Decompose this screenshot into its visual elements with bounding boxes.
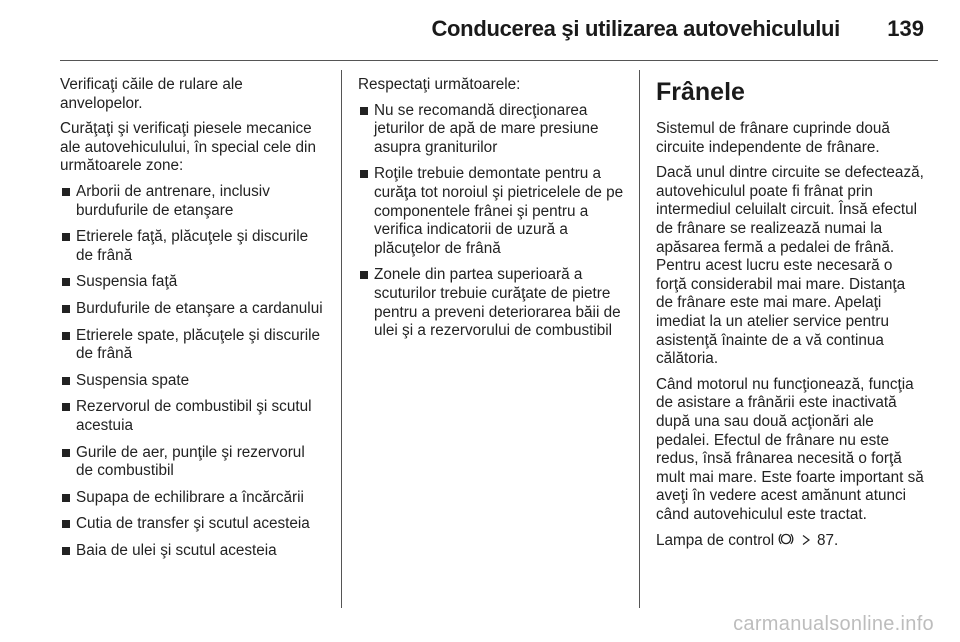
paragraph-brake-system: Sistemul de frânare cuprinde două circuite independente de frânare. <box>656 120 890 156</box>
square-bullet-icon <box>360 170 368 178</box>
column-divider-1 <box>341 70 342 608</box>
square-bullet-icon <box>62 188 70 196</box>
page-number: 139 <box>887 16 924 41</box>
list-item: Burdufurile de etanşare a cardanului <box>60 300 324 319</box>
paragraph-engine-off: Când motorul nu funcţionează, funcţia de asistare a frânării este inactivată după una sau două acţionări ale pedalei. Efectul de frânare nu este redus, însă frânarea necesită o forţă mult mai mare. Este foarte important să aveţi în vedere acest amănunt atunci când autovehiculul este tractat. <box>656 375 924 523</box>
observations-list <box>358 102 624 341</box>
square-bullet-icon <box>62 233 70 241</box>
square-bullet-icon <box>62 403 70 411</box>
paragraph-observe: Respectaţi următoarele: <box>358 76 521 93</box>
list-item: Gurile de aer, punţile şi rezervorul de combustibil <box>60 444 324 481</box>
page-reference-arrow-icon <box>801 533 811 545</box>
paragraph-tread-check: Verificaţi căile de rulare ale anvelopelor. <box>60 76 243 112</box>
column-1 <box>60 76 324 568</box>
square-bullet-icon <box>62 520 70 528</box>
square-bullet-icon <box>62 377 70 385</box>
list-item: Nu se recomandă direcţionarea jeturilor de apă de mare presiune asupra graniturilor <box>358 102 624 158</box>
paragraph-control-lamp <box>656 531 926 551</box>
paragraph-clean-parts: Curăţaţi şi verificaţi piesele mecanice ale autovehiculului, în special cele din următoarele zone: <box>60 120 316 175</box>
square-bullet-icon <box>62 449 70 457</box>
square-bullet-icon <box>62 278 70 286</box>
square-bullet-icon <box>360 271 368 279</box>
brake-warning-icon <box>778 531 794 547</box>
header-title: Conducerea şi utilizarea autovehiculului <box>431 16 840 41</box>
square-bullet-icon <box>360 107 368 115</box>
watermark: carmanualsonline.info <box>733 613 934 635</box>
list-item: Suspensia faţă <box>60 273 324 292</box>
list-item: Roţile trebuie demontate pentru a curăţa tot noroiul şi pietricelele de pe componentele frânei şi pentru a verifica indicatorii de uzură a plăcuţelor de frână <box>358 165 624 258</box>
control-lamp-label: Lampa de control <box>656 532 775 550</box>
square-bullet-icon <box>62 494 70 502</box>
paragraph-circuit-failure: Dacă unul dintre circuite se defectează, autovehiculul poate fi frânat prin intermediul celuilalt circuit. Însă efectul de frânare se realizează numai la apăsarea fermă a pedalei de frână. Pentru acest lucru este necesară o forţă considerabil mai mare. Distanţa de frânare este mai mare. Apelaţi imediat la un atelier service pentru asistenţă înainte de a vă continua călătoria. <box>656 164 924 368</box>
list-item: Rezervorul de combustibil şi scutul acestuia <box>60 398 324 435</box>
list-item: Supapa de echilibrare a încărcării <box>60 489 324 508</box>
parts-list <box>60 183 324 561</box>
list-item: Arborii de antrenare, inclusiv burdufurile de etanşare <box>60 183 324 220</box>
list-item: Etrierele spate, plăcuţele şi discurile de frână <box>60 327 324 364</box>
header-rule <box>60 60 938 61</box>
page-reference-link[interactable]: 87. <box>816 532 839 550</box>
square-bullet-icon <box>62 547 70 555</box>
column-3 <box>656 76 926 558</box>
page-header <box>0 0 960 56</box>
column-divider-2 <box>639 70 640 608</box>
square-bullet-icon <box>62 332 70 340</box>
square-bullet-icon <box>62 305 70 313</box>
list-item: Etrierele faţă, plăcuţele şi discurile de frână <box>60 228 324 265</box>
section-title-brakes: Frânele <box>656 78 745 106</box>
list-item: Suspensia spate <box>60 372 324 391</box>
list-item: Zonele din partea superioară a scuturilor trebuie curăţate de pietre pentru a preveni deteriorarea băii de ulei şi a rezervorului de combustibil <box>358 266 624 340</box>
column-2 <box>358 76 624 349</box>
list-item: Cutia de transfer şi scutul acesteia <box>60 515 324 534</box>
list-item: Baia de ulei şi scutul acesteia <box>60 542 324 561</box>
